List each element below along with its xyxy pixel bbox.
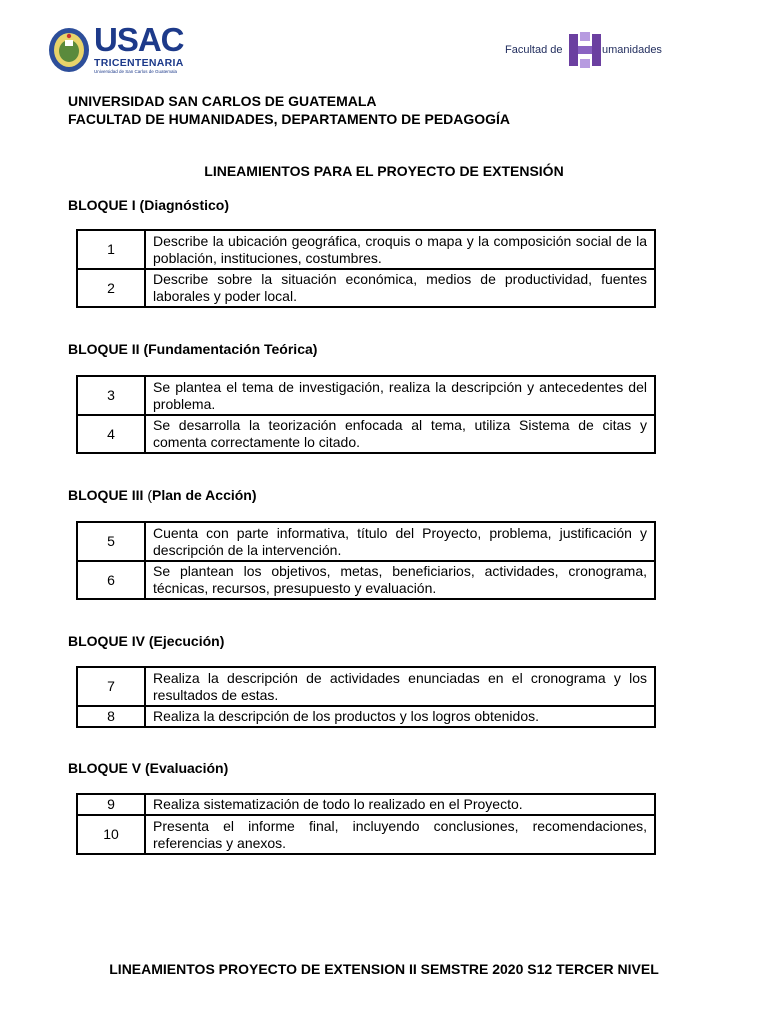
table-row <box>77 269 655 307</box>
criterion-text: Realiza la descripción de actividades enunciadas en el cronograma y los resultados de estas. <box>145 667 655 706</box>
criteria-table <box>76 229 656 308</box>
university-name: UNIVERSIDAD SAN CARLOS DE GUATEMALA <box>68 93 377 109</box>
criterion-number: 5 <box>77 522 145 561</box>
criteria-table <box>76 666 656 728</box>
faculty-h-emblem-icon <box>568 32 602 68</box>
usac-logo-tagline: Universidad de San Carlos de Guatemala <box>94 69 178 74</box>
usac-logo-subtitle: TRICENTENARIA <box>94 57 184 69</box>
table-row <box>77 794 655 815</box>
criterion-text: Se desarrolla la teorización enfocada al tema, utiliza Sistema de citas y comenta correctamente lo citado. <box>145 415 655 453</box>
criterion-number: 9 <box>77 794 145 815</box>
bloque-heading: BLOQUE II (Fundamentación Teórica) <box>68 341 318 357</box>
criterion-text: Describe la ubicación geográfica, croquis o mapa y la composición social de la población, instituciones, costumbres. <box>145 230 655 269</box>
university-seal-icon <box>48 26 90 74</box>
table-row <box>77 667 655 706</box>
criterion-text: Realiza la descripción de los productos y los logros obtenidos. <box>145 706 655 727</box>
table-row <box>77 230 655 269</box>
criterion-text: Cuenta con parte informativa, título del Proyecto, problema, justificación y descripción de la intervención. <box>145 522 655 561</box>
faculty-logo-text-after: umanidades <box>602 44 662 56</box>
table-row <box>77 522 655 561</box>
bloque-heading: BLOQUE IV (Ejecución) <box>68 633 225 649</box>
bloque-heading: BLOQUE I (Diagnóstico) <box>68 197 229 213</box>
table-row <box>77 561 655 599</box>
bloque-heading-part: BLOQUE III <box>68 487 148 503</box>
criterion-number: 2 <box>77 269 145 307</box>
faculty-logo-text-before: Facultad de <box>505 44 563 56</box>
table-row <box>77 376 655 415</box>
criterion-number: 8 <box>77 706 145 727</box>
faculty-department: FACULTAD DE HUMANIDADES, DEPARTAMENTO DE PEDAGOGÍA <box>68 111 511 127</box>
criterion-text: Se plantean los objetivos, metas, beneficiarios, actividades, cronograma, técnicas, recursos, presupuesto y evaluación. <box>145 561 655 599</box>
table-row <box>77 815 655 854</box>
bloque-heading-part: Plan de Acción) <box>152 487 257 503</box>
bloque-heading <box>68 487 257 503</box>
usac-logo-name: USAC <box>94 21 184 58</box>
document-footer: LINEAMIENTOS PROYECTO DE EXTENSION II SEMSTRE 2020 S12 TERCER NIVEL <box>109 961 659 977</box>
document-title: LINEAMIENTOS PARA EL PROYECTO DE EXTENSIÓN <box>204 163 564 179</box>
criteria-table <box>76 375 656 454</box>
criterion-text: Describe sobre la situación económica, medios de productividad, fuentes laborales y poder local. <box>145 269 655 307</box>
faculty-logo <box>505 30 675 70</box>
criterion-text: Realiza sistematización de todo lo realizado en el Proyecto. <box>145 794 655 815</box>
usac-logo <box>48 21 188 76</box>
criterion-number: 10 <box>77 815 145 854</box>
criterion-number: 4 <box>77 415 145 453</box>
bloque-heading: BLOQUE V (Evaluación) <box>68 760 229 776</box>
table-row <box>77 706 655 727</box>
criteria-table <box>76 793 656 855</box>
bloque-heading-paren: ( <box>147 487 153 503</box>
criterion-number: 1 <box>77 230 145 269</box>
criterion-number: 7 <box>77 667 145 706</box>
table-row <box>77 415 655 453</box>
criterion-number: 3 <box>77 376 145 415</box>
criterion-number: 6 <box>77 561 145 599</box>
criteria-table <box>76 521 656 600</box>
criterion-text: Se plantea el tema de investigación, realiza la descripción y antecedentes del problema. <box>145 376 655 415</box>
criterion-text: Presenta el informe final, incluyendo conclusiones, recomendaciones, referencias y anexos. <box>145 815 655 854</box>
